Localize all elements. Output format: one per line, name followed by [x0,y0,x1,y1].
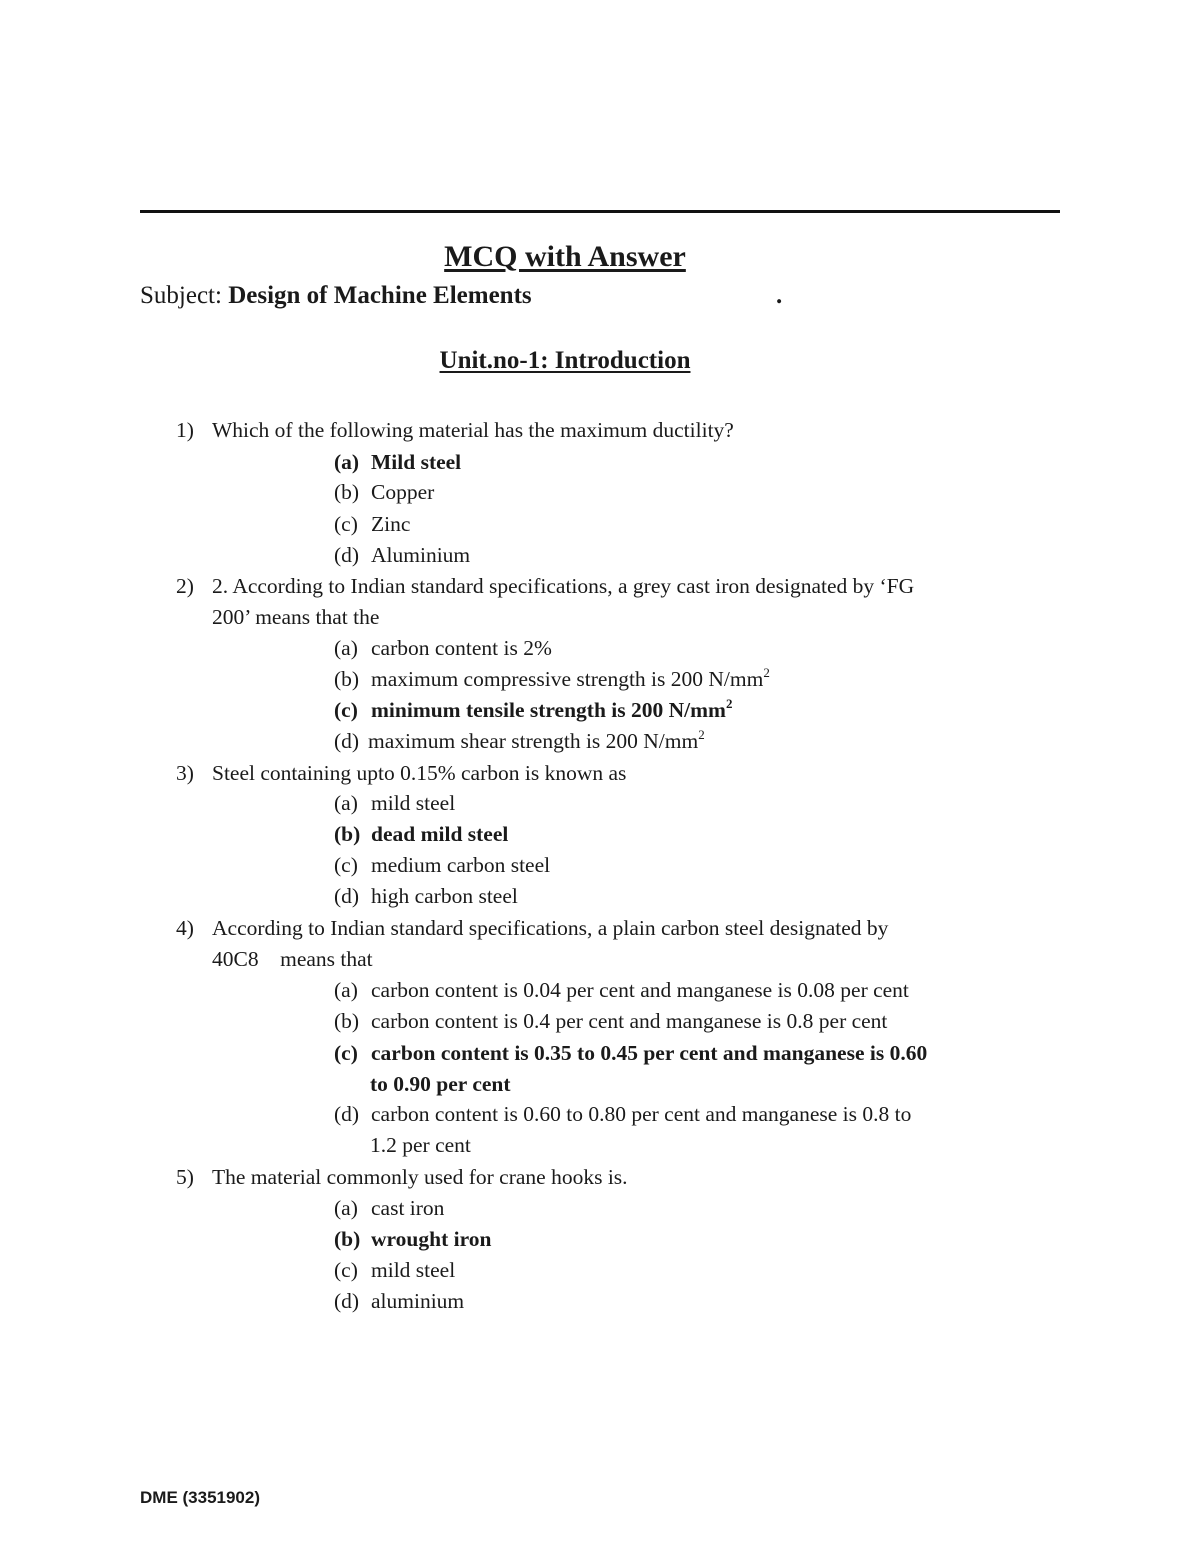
option-label: (c) [334,1258,358,1282]
question-text: Which of the following material has the maximum ductility? [212,418,734,442]
option [334,1291,464,1313]
question-text: According to Indian standard specifications, a plain carbon steel designated by [212,916,889,940]
option [334,1260,455,1282]
subject-dot: . [776,282,783,309]
question-number: 1) [176,418,194,442]
option-text: carbon content is 0.04 per cent and manganese is 0.08 per cent [371,978,909,1002]
option-text: mild steel [371,791,456,815]
option [334,545,470,567]
page-title: MCQ with Answer [444,240,686,273]
option-label: (d) [334,884,360,908]
option-label: (a) [334,978,358,1002]
option-label: (a) [334,791,358,815]
superscript: 2 [763,665,770,680]
option [334,886,518,908]
option-label: (a) [334,636,358,660]
unit-heading: Unit.no-1: Introduction [439,347,691,374]
header-rule [140,210,1060,213]
option-text: carbon content is 0.4 per cent and manganese is 0.8 per cent [371,1009,888,1033]
option [334,727,705,753]
option-text: maximum compressive strength is 200 N/mm [371,667,764,691]
question-text: Steel containing upto 0.15% carbon is known as [212,761,627,785]
option-text: aluminium [371,1289,465,1313]
superscript: 2 [698,727,705,742]
option-text: maximum shear strength is 200 N/mm [368,729,699,753]
option-label: (b) [334,1009,360,1033]
option-label: (a) [334,1196,358,1220]
option-answer [334,1043,927,1065]
option-label: (d) [334,729,360,753]
option-text: minimum tensile strength is 200 N/mm [371,698,726,722]
option-label: (d) [334,1289,360,1313]
question-text: 2. According to Indian standard specifications, a grey cast iron designated by ‘FG [212,574,915,598]
option [334,665,770,691]
option-label: (d) [334,543,360,567]
option-label: (d) [334,1102,360,1126]
option-text: carbon content is 0.35 to 0.45 per cent and manganese is 0.60 [371,1041,928,1065]
question-number: 4) [176,916,194,940]
option-text: cast iron [371,1196,445,1220]
option-text: Mild steel [371,450,462,474]
option [334,638,552,660]
option-text: carbon content is 0.60 to 0.80 per cent and manganese is 0.8 to [371,1102,912,1126]
option-label: (b) [334,667,360,691]
option-text: medium carbon steel [371,853,551,877]
option-text: Aluminium [371,543,471,567]
option [334,855,550,877]
option-label: (b) [334,822,361,846]
option-answer [334,824,508,846]
option [334,482,434,504]
option-label: (c) [334,1041,358,1065]
option-answer [334,1229,491,1251]
option-label: (a) [334,450,360,474]
option-label: (c) [334,512,358,536]
option-text: mild steel [371,1258,456,1282]
superscript: 2 [725,696,733,711]
question-text: The material commonly used for crane hooks is. [212,1165,628,1189]
option-cont: 1.2 per cent [370,1133,471,1157]
subject-name: Design of Machine Elements [228,282,532,309]
question-text-cont: 200’ means that the [212,605,380,629]
question-number: 2) [176,574,194,598]
page-footer: DME (3351902) [140,1488,261,1507]
question-text-cont: 40C8 means that [212,947,373,971]
option [334,1011,887,1033]
option-label: (b) [334,1227,361,1251]
option-label: (c) [334,698,358,722]
option [334,514,410,536]
option [334,1198,444,1220]
question-number: 3) [176,761,194,785]
option-label: (b) [334,480,360,504]
option-text: Zinc [371,512,411,536]
option-answer [334,452,461,474]
option-text: dead mild steel [371,822,509,846]
option-text: wrought iron [371,1227,492,1251]
option [334,980,909,1002]
option [334,793,455,815]
option-text: carbon content is 2% [371,636,552,660]
question-number: 5) [176,1165,194,1189]
subject-line [140,282,532,310]
option-label: (c) [334,853,358,877]
option-answer [334,696,733,722]
option-answer-cont: to 0.90 per cent [370,1072,511,1096]
option-text: high carbon steel [371,884,518,908]
option-text: Copper [371,480,435,504]
subject-label: Subject: [140,282,222,309]
option [334,1104,911,1126]
